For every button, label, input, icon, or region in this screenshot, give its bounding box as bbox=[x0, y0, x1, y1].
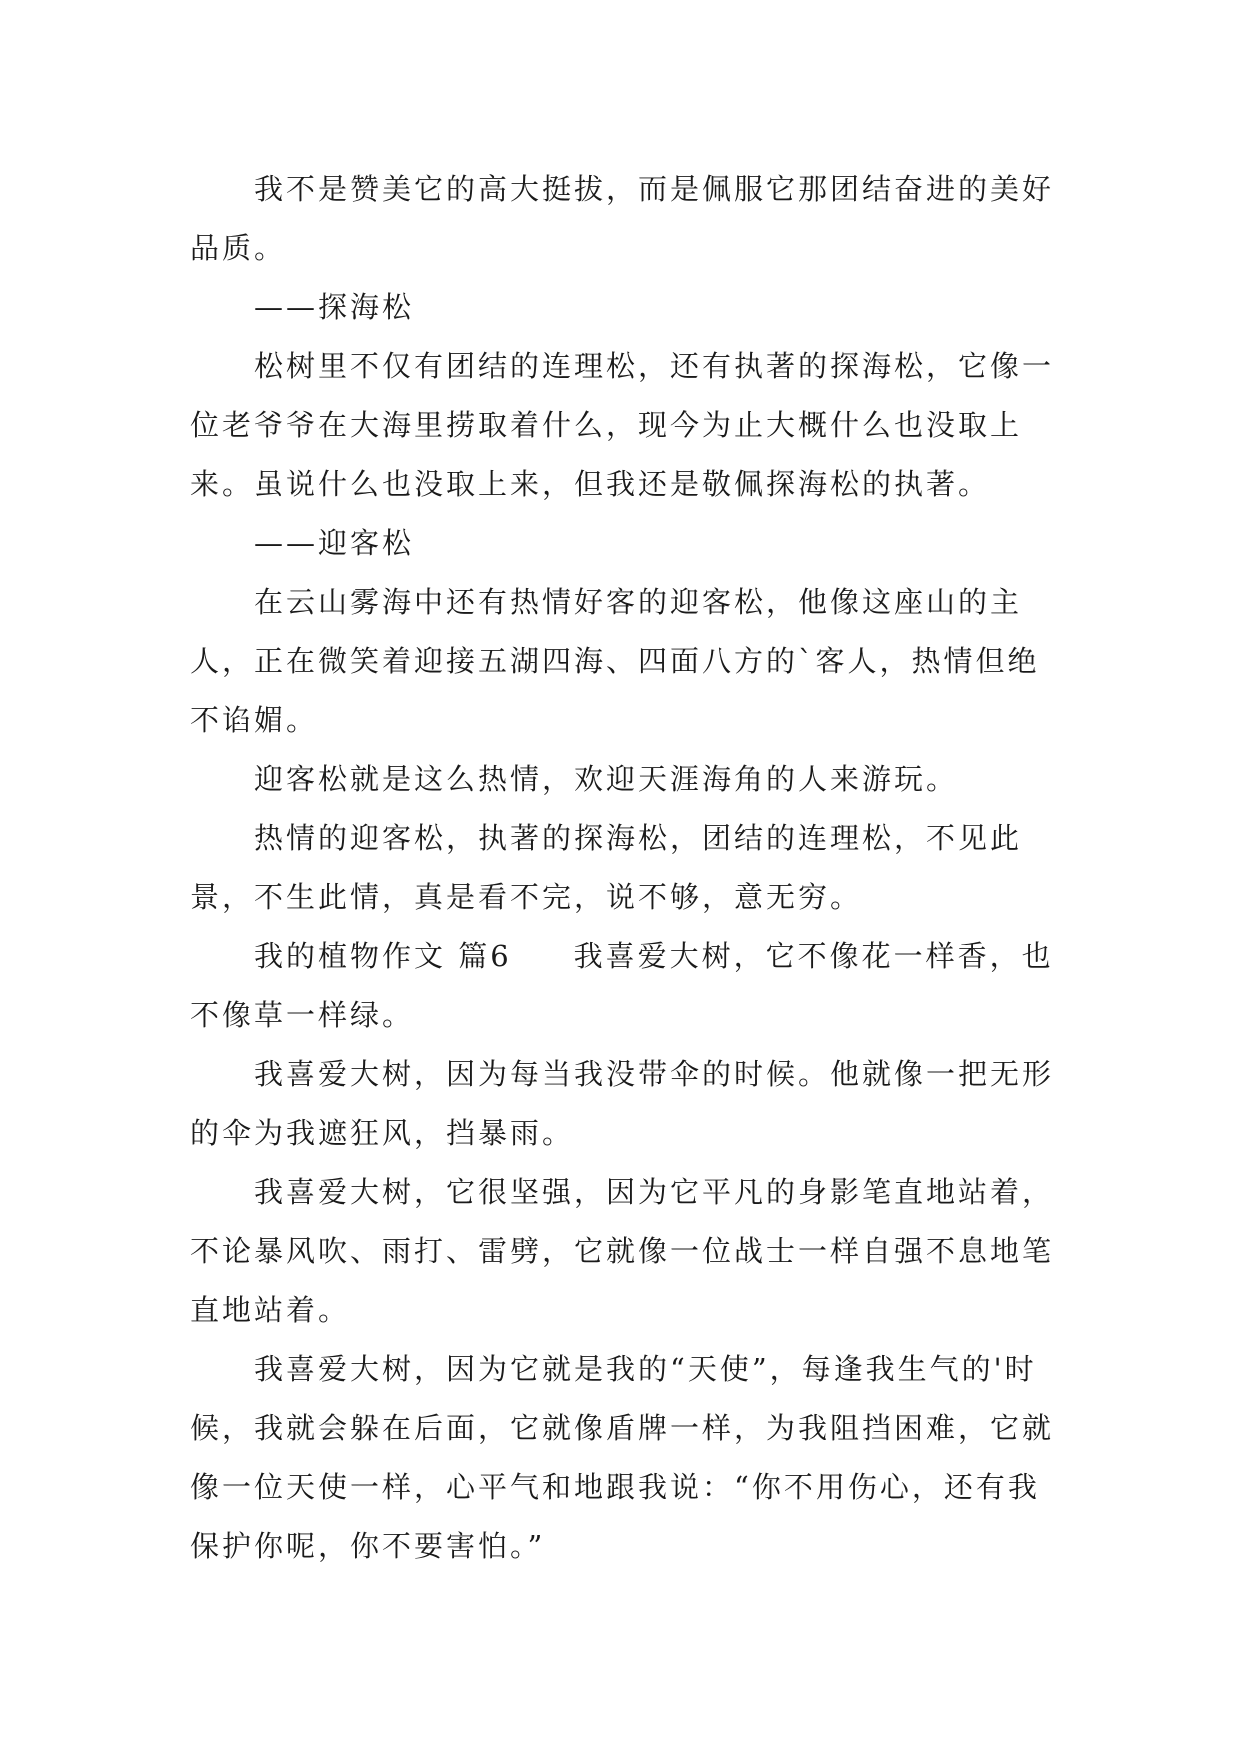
paragraph-yingkesong: 在云山雾海中还有热情好客的迎客松，他像这座山的主人，正在微笑着迎接五湖四海、四面八方的`客人，热情但绝不谄媚。 bbox=[190, 585, 1040, 737]
paragraph-praise: 我不是赞美它的高大挺拔，而是佩服它那团结奋进的美好品质。 bbox=[190, 172, 1055, 265]
section-heading-tanhaisong: ——探海松 bbox=[254, 290, 415, 324]
document-page bbox=[190, 160, 1070, 1576]
paragraph-strong: 我喜爱大树，它很坚强，因为它平凡的身影笔直地站着，不论暴风吹、雨打、雷劈，它就像一位战士一样自强不息地笔直地站着。 bbox=[190, 1175, 1055, 1327]
essay-opening: 我喜爱大树，它不像花一样香，也不像草一样绿。 bbox=[190, 939, 1054, 1032]
essay-title-paragraph bbox=[190, 927, 1070, 1045]
section-heading-yingkesong: ——迎客松 bbox=[254, 526, 415, 560]
paragraph-umbrella: 我喜爱大树，因为每当我没带伞的时候。他就像一把无形的伞为我遮狂风，挡暴雨。 bbox=[190, 1057, 1055, 1150]
paragraph-yingkesong-welcome: 迎客松就是这么热情，欢迎天涯海角的人来游玩。 bbox=[254, 762, 959, 796]
paragraph-angel: 我喜爱大树，因为它就是我的“天使”，每逢我生气的'时候，我就会躲在后面，它就像盾牌一样，为我阻挡困难，它就像一位天使一样，心平气和地跟我说：“你不用伤心，还有我保护你呢，你不要害怕。” bbox=[190, 1352, 1055, 1563]
essay-title: 我的植物作文 篇6 bbox=[254, 939, 512, 973]
paragraph-tanhaisong: 松树里不仅有团结的连理松，还有执著的探海松，它像一位老爷爷在大海里捞取着什么，现今为止大概什么也没取上来。虽说什么也没取上来，但我还是敬佩探海松的执著。 bbox=[190, 349, 1055, 501]
paragraph-summary: 热情的迎客松，执著的探海松，团结的连理松，不见此景，不生此情，真是看不完，说不够，意无穷。 bbox=[190, 821, 1023, 914]
